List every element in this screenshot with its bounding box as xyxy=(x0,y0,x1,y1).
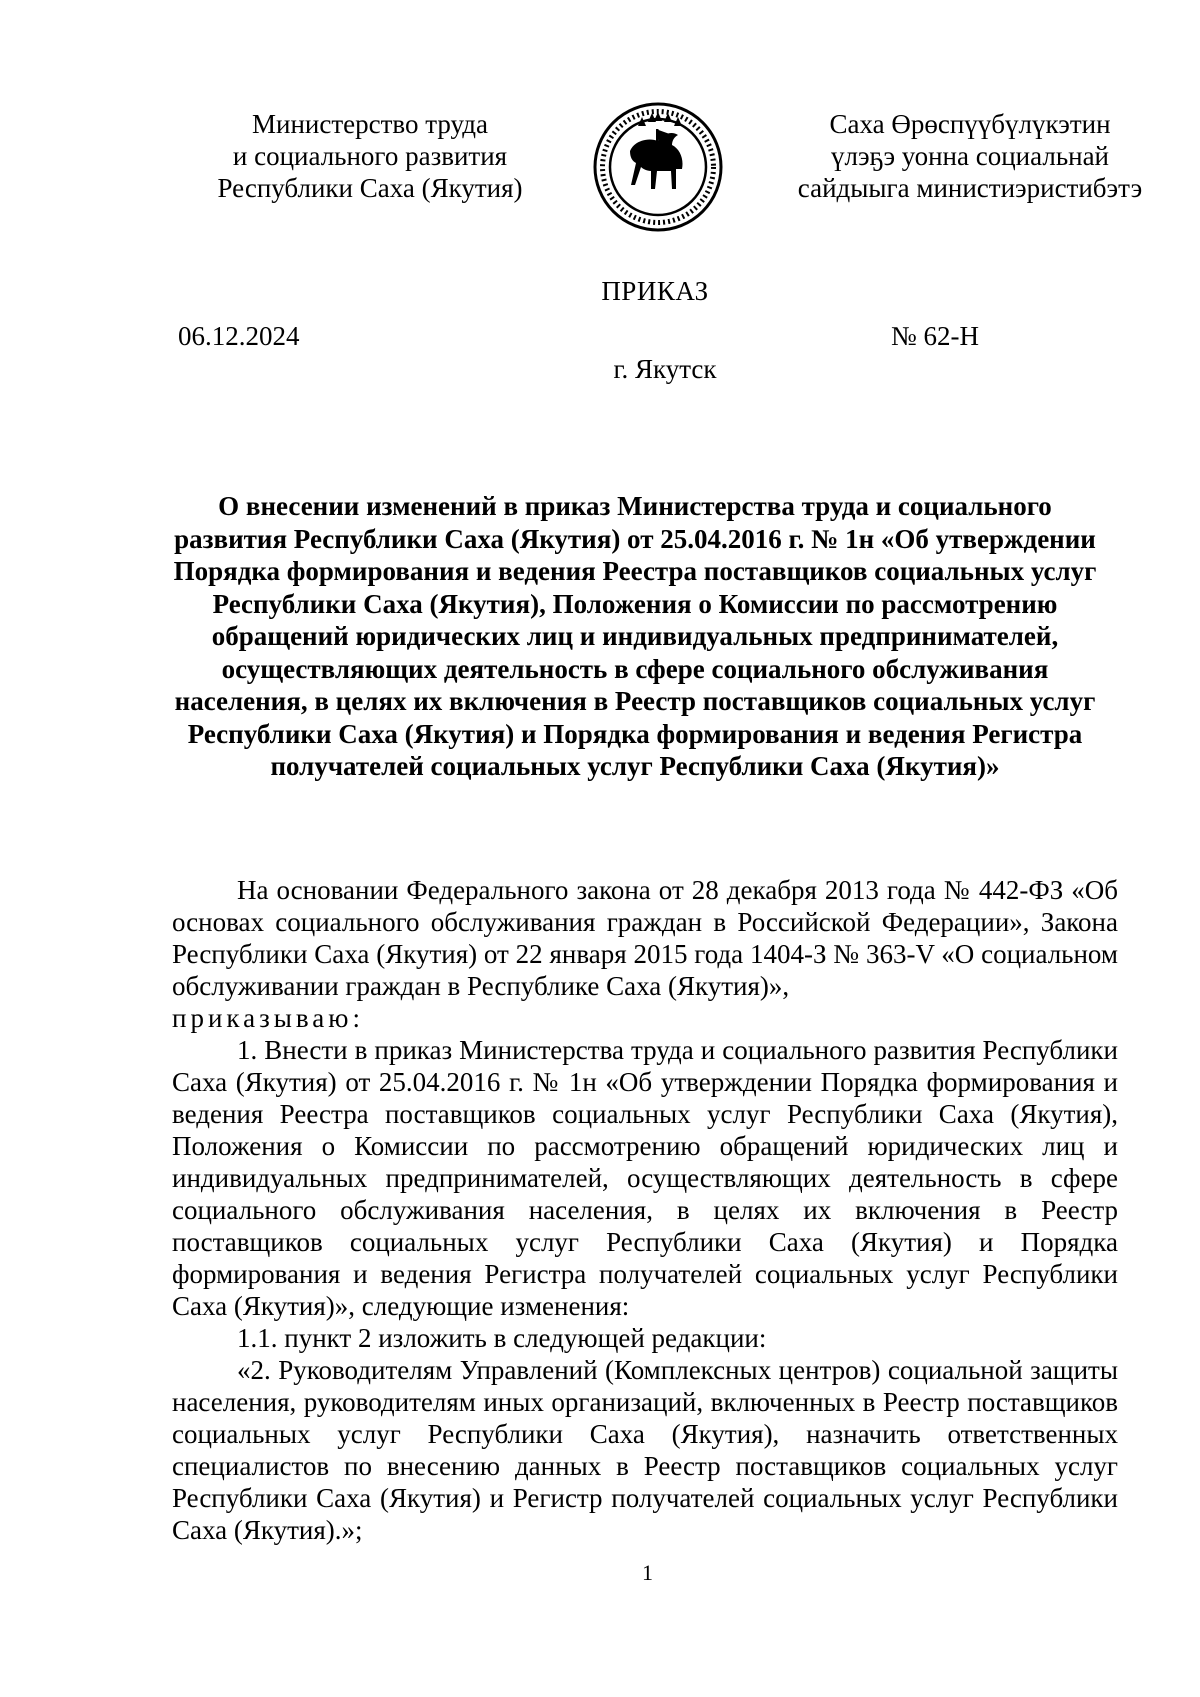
ministry-name-line: и социального развития xyxy=(232,141,508,171)
order-title: ПРИКАЗ xyxy=(601,276,709,306)
ministry-name-line: Республики Саха (Якутия) xyxy=(217,173,523,203)
ministry-name-sakha xyxy=(770,108,1170,204)
preamble-text: На основании Федерального закона от 28 декабря 2013 года № 442-ФЗ «Об основах социального обслуживания граждан в Российской Федерации», Закона Республики Саха (Якутия) от 22 января 2015 года 1404-З № 363-V «О социальном обслуживании граждан в Республике Саха (Якутия)», xyxy=(172,875,1118,1001)
ministry-name-russian xyxy=(170,108,570,204)
ministry-name-line: Саха Өрөспүүбүлүкэтин xyxy=(829,109,1111,139)
body-paragraph: 1. Внести в приказ Министерства труда и социального развития Республики Саха (Якутия) от 25.04.2016 г. № 1н «Об утверждении Порядка формирования и ведения Реестра поставщиков социальных услуг Республики Саха (Якутия), Положения о Комиссии по рассмотрению обращений юридических лиц и индивидуальных предпринимателей, осуществляющих деятельность в сфере социального обслуживания населения, в целях их включения в Реестр поставщиков социальных услуг Республики Саха (Якутия) и Порядка формирования и ведения Регистра получателей социальных услуг Республики Саха (Якутия)», следующие изменения: xyxy=(172,1035,1118,1321)
order-number: № 62-Н xyxy=(891,321,980,351)
order-body xyxy=(172,874,1118,1546)
order-word: приказываю: xyxy=(172,1003,364,1033)
body-paragraph: 1.1. пункт 2 изложить в следующей редакции: xyxy=(237,1323,767,1353)
ministry-name-line: Министерство труда xyxy=(251,109,488,139)
order-city: г. Якутск xyxy=(613,354,717,384)
republic-sakha-emblem-icon xyxy=(592,101,724,233)
order-date: 06.12.2024 xyxy=(178,321,300,351)
ministry-name-line: үлэҕэ уонна социальнай xyxy=(830,141,1110,171)
body-paragraph: «2. Руководителям Управлений (Комплексных центров) социальной защиты населения, руководителям иных организаций, включенных в Реестр поставщиков социальных услуг Республики Саха (Якутия), назначить ответственных специалистов по внесению данных в Реестр поставщиков социальных услуг Республики Саха (Якутия) и Регистр получателей социальных услуг Республики Саха (Якутия).»; xyxy=(172,1355,1118,1545)
order-subject: О внесении изменений в приказ Министерства труда и социального развития Республики Саха (Якутия) от 25.04.2016 г. № 1н «Об утверждении Порядка формирования и ведения Реестра поставщиков социальных услуг Республики Саха (Якутия), Положения о Комиссии по рассмотрению обращений юридических лиц и индивидуальных предпринимателей, осуществляющих деятельность в сфере социального обслуживания населения, в целях их включения в Реестр поставщиков социальных услуг Республики Саха (Якутия) и Порядка формирования и ведения Регистра получателей социальных услуг Республики Саха (Якутия)» xyxy=(173,491,1097,781)
page-number: 1 xyxy=(642,1560,653,1585)
ministry-name-line: сайдыыга министиэристибэтэ xyxy=(797,173,1143,203)
body-paragraph xyxy=(172,874,1118,1034)
